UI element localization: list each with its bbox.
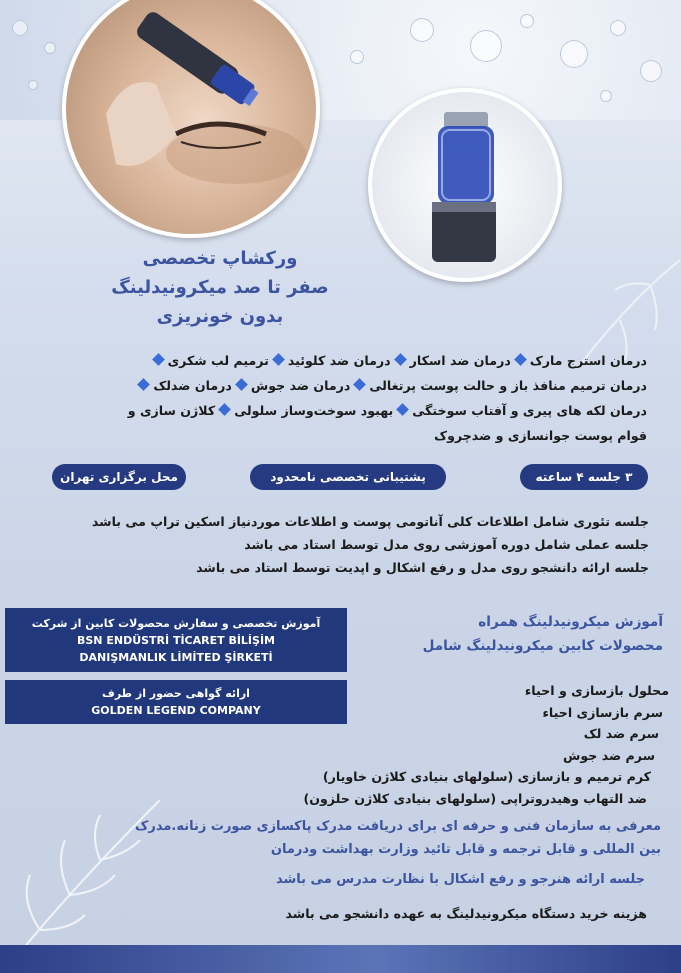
diamond-bullet-icon: [394, 353, 407, 366]
title-line-1: ورکشاپ تخصصی: [142, 248, 298, 269]
bottom-decoration-strip: [0, 945, 681, 973]
water-drop: [600, 90, 612, 102]
certification-note: [135, 815, 661, 861]
cost-note: هزینه خرید دستگاه میکرونیدلینگ به عهده دانشجو می باشد: [285, 906, 647, 921]
certificate-line: ارائه گواهی حضور از طرف: [102, 687, 250, 700]
treatments-row: [27, 373, 647, 398]
treatment-item: قوام پوست جوانسازی و ضدچروک: [434, 428, 647, 443]
diamond-bullet-icon: [235, 378, 248, 391]
diamond-bullet-icon: [514, 353, 527, 366]
session-descriptions: [29, 510, 649, 579]
diamond-bullet-icon: [396, 403, 409, 416]
diamond-bullet-icon: [354, 378, 367, 391]
diamond-bullet-icon: [218, 403, 231, 416]
treatments-row: [27, 398, 647, 423]
session-line: جلسه عملی شامل دوره آموزشی روی مدل توسط استاد می باشد: [244, 537, 649, 552]
company-box-line: آموزش تخصصی و سفارش محصولات کابین از شرکت: [31, 617, 321, 630]
treatment-item: درمان لکه های پیری و آفتاب سوختگی: [412, 403, 647, 418]
water-drop: [350, 50, 364, 64]
title-line-2: صفر تا صد میکرونیدلینگ: [111, 277, 329, 298]
diamond-bullet-icon: [152, 353, 165, 366]
water-drop: [560, 40, 588, 68]
company-name-line: BSN ENDÜSTRİ TİCARET BİLİŞİM: [77, 634, 275, 647]
product-item: سرم بازسازی احیاء: [542, 704, 663, 720]
certification-note-line: بین المللی و قابل ترجمه و قابل تائید وزارت بهداشت ودرمان: [270, 842, 661, 857]
treatment-item: درمان ضد جوش: [250, 378, 351, 393]
water-drop: [28, 80, 38, 90]
treatment-item: درمان ترمیم منافذ باز و حالت پوست پرتغالی: [369, 378, 647, 393]
location-pill: محل برگزاری تهران: [52, 464, 186, 490]
company-box: [5, 608, 347, 672]
sessions-pill: ۳ جلسه ۴ ساعته: [520, 464, 648, 490]
supervision-note: جلسه ارائه هنرجو و رفع اشکال با نظارت مدرس می باشد: [275, 872, 645, 887]
leaf-decoration: [0, 780, 180, 970]
treatment-item: ترمیم لب شکری: [167, 353, 269, 368]
treatments-row: [27, 423, 647, 448]
water-drop: [12, 20, 28, 36]
face-treatment-illustration: [66, 0, 316, 234]
treatments-row: [27, 348, 647, 373]
kabin-line: آموزش میکرونیدلینگ همراه: [478, 614, 663, 630]
kabin-line: محصولات کابین میکرونیدلینگ شامل: [422, 638, 663, 654]
water-drop: [640, 60, 662, 82]
session-line: جلسه ارائه دانشجو روی مدل و رفع اشکال و اپدیت توسط استاد می باشد: [196, 560, 649, 575]
water-drop: [610, 20, 626, 36]
water-drop: [410, 18, 434, 42]
title-line-3: بدون خونریزی: [156, 306, 284, 327]
product-item: محلول بازسازی و احیاء: [524, 683, 669, 698]
session-line: جلسه تئوری شامل اطلاعات کلی آناتومی پوست و اطلاعات موردنیاز اسکین تراپ می باشد: [91, 514, 649, 529]
diamond-bullet-icon: [272, 353, 285, 366]
treatment-item: بهبود سوخت‌وساز سلولی: [234, 403, 394, 418]
treatment-item: درمان استرج مارک: [529, 353, 647, 368]
treatment-item: درمان ضدلک: [153, 378, 232, 393]
product-item: ضد التهاب وهیدروتراپی (سلولهای بنیادی کلاژن حلزون): [303, 790, 647, 806]
certification-note-line: معرفی به سازمان فنی و حرفه ای برای دریافت مدرک پاکسازی صورت زنانه.مدرک: [135, 819, 661, 834]
support-pill: پشتیبانی تخصصی نامحدود: [250, 464, 446, 490]
workshop-title: [40, 244, 400, 331]
treatments-list: [27, 348, 647, 448]
diamond-bullet-icon: [138, 378, 151, 391]
treatment-item: درمان ضد کلوئید: [287, 353, 391, 368]
treatment-item: درمان ضد اسکار: [409, 353, 511, 368]
product-item: سرم ضد جوش: [562, 747, 655, 763]
product-item: کرم ترمیم و بازسازی (سلولهای بنیادی کلاژن خاویار): [322, 769, 651, 784]
kabin-products-heading: [363, 610, 663, 658]
company-name-line: DANIŞMANLIK LİMİTED ŞİRKETİ: [79, 651, 273, 664]
water-drop: [470, 30, 502, 62]
water-drop: [44, 42, 56, 54]
certificate-company: GOLDEN LEGEND COMPANY: [91, 704, 261, 717]
product-item: سرم ضد لک: [583, 726, 659, 741]
water-drop: [520, 14, 534, 28]
products-list: [253, 680, 669, 809]
treatment-item: کلاژن سازی و: [127, 403, 216, 418]
